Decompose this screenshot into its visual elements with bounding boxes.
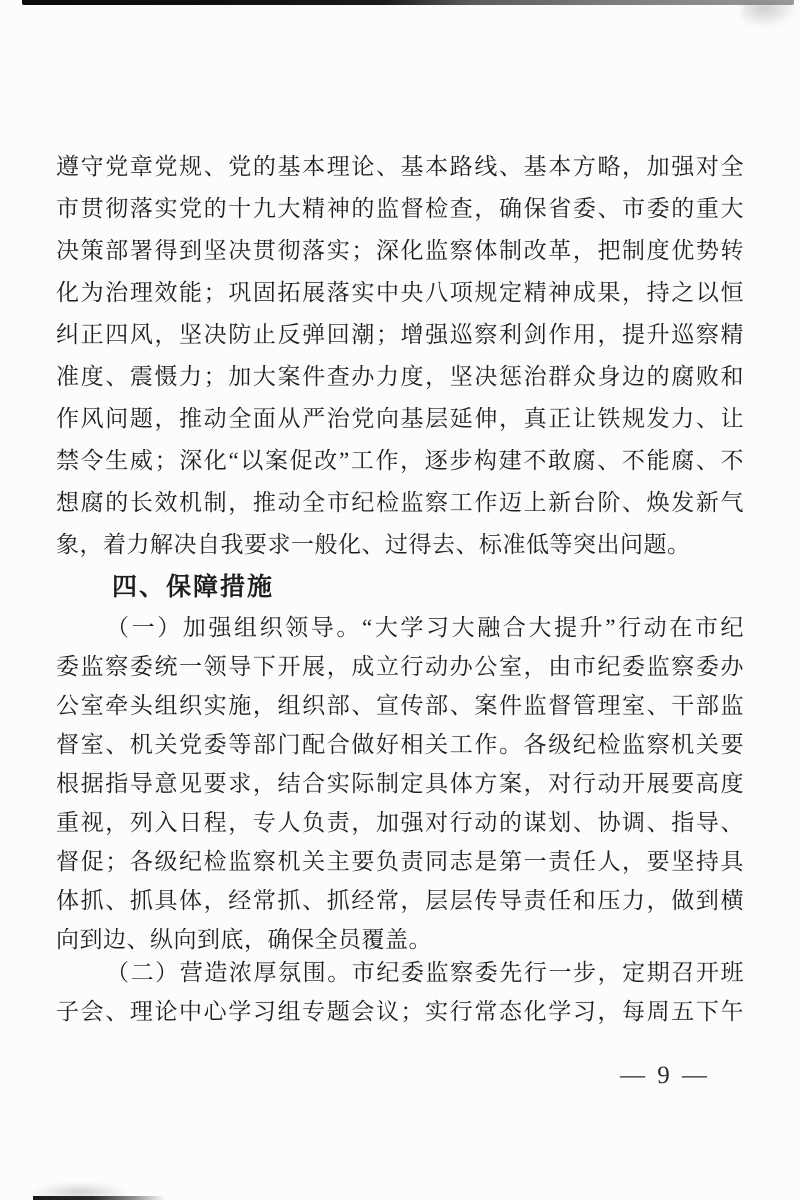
section-heading: 四、保障措施	[112, 573, 275, 601]
text-line: 决策部署得到坚决贯彻落实；深化监察体制改革，把制度优势转	[56, 238, 744, 263]
text-line: 子会、理论中心学习组专题会议；实行常态化学习，每周五下午	[56, 999, 744, 1024]
scan-artifact-bottom-left-smudge	[34, 1183, 126, 1197]
text-line: 禁令生威；深化“以案促改”工作，逐步构建不敢腐、不能腐、不	[56, 448, 744, 473]
scan-artifact-top-edge	[22, 0, 794, 5]
text-line: 准度、震慑力；加大案件查办力度，坚决惩治群众身边的腐败和	[56, 364, 744, 389]
text-line: 督室、机关党委等部门配合做好相关工作。各级纪检监察机关要	[56, 732, 744, 757]
scan-artifact-top-right-smudge	[742, 2, 798, 28]
paragraph-one	[56, 608, 744, 959]
text-line: 作风问题，推动全面从严治党向基层延伸，真正让铁规发力、让	[56, 406, 744, 431]
text-line: 市贯彻落实党的十九大精神的监督检查，确保省委、市委的重大	[56, 196, 744, 221]
text-line: （二）营造浓厚氛围。市纪委监察委先行一步，定期召开班	[106, 960, 744, 985]
paragraph-continuation	[56, 146, 744, 566]
text-line: 根据指导意见要求，结合实际制定具体方案，对行动开展要高度	[56, 771, 744, 796]
page-number: — 9 —	[620, 1062, 710, 1089]
text-line: 纠正四风，坚决防止反弹回潮；增强巡察利剑作用，提升巡察精	[56, 322, 744, 347]
text-line: 化为治理效能；巩固拓展落实中央八项规定精神成果，持之以恒	[56, 280, 744, 305]
text-line: 体抓、抓具体，经常抓、抓经常，层层传导责任和压力，做到横	[56, 888, 744, 913]
text-line: 向到边、纵向到底，确保全员覆盖。	[56, 927, 432, 952]
document-body	[56, 146, 744, 1031]
text-line: 委监察委统一领导下开展，成立行动办公室，由市纪委监察委办	[56, 654, 744, 679]
text-line: 督促；各级纪检监察机关主要负责同志是第一责任人，要坚持具	[56, 849, 744, 874]
text-line: 象，着力解决自我要求一般化、过得去、标准低等突出问题。	[56, 532, 691, 557]
paragraph-two	[56, 953, 744, 1031]
text-line: 重视，列入日程，专人负责，加强对行动的谋划、协调、指导、	[56, 810, 744, 835]
text-line: 遵守党章党规、党的基本理论、基本路线、基本方略，加强对全	[56, 154, 744, 179]
text-line: 想腐的长效机制，推动全市纪检监察工作迈上新台阶、焕发新气	[56, 490, 744, 515]
scan-artifact-bottom-edge	[33, 1196, 165, 1200]
text-line: （一）加强组织领导。“大学习大融合大提升”行动在市纪	[106, 615, 744, 640]
text-line: 公室牵头组织实施，组织部、宣传部、案件监督管理室、干部监	[56, 693, 744, 718]
